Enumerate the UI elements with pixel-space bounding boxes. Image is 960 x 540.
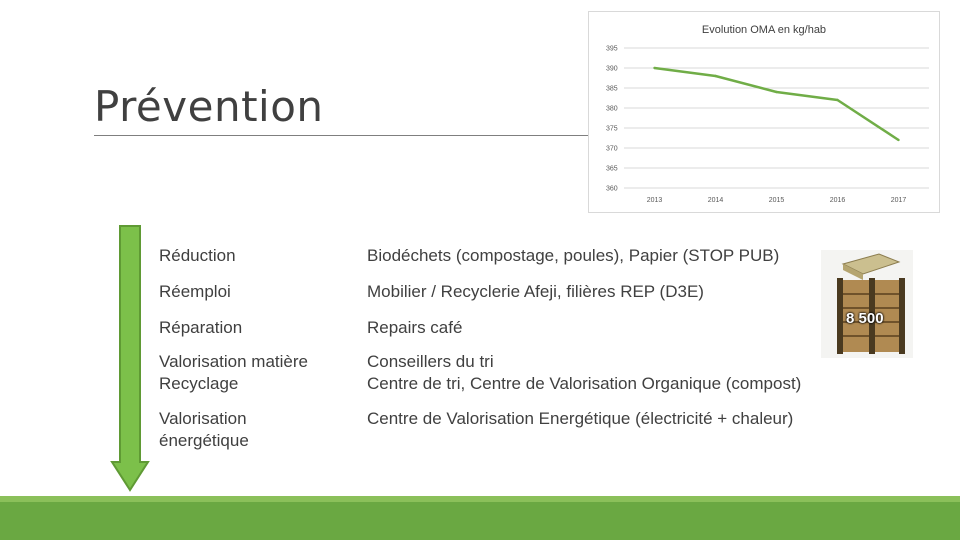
series-line: [655, 68, 899, 140]
x-tick-label: 2015: [768, 197, 785, 204]
row-category-reduction: Réduction: [159, 246, 236, 265]
x-tick-label: 2014: [707, 197, 724, 204]
data-point: [836, 99, 838, 101]
description-line: Conseillers du tri: [367, 352, 494, 371]
footer-band-highlight: [0, 496, 960, 502]
category-line: Recyclage: [159, 374, 239, 393]
y-tick-label: 360: [606, 185, 618, 193]
y-tick-label: 395: [606, 45, 618, 53]
photo-count-label: 8 500: [846, 310, 884, 327]
chart-canvas: [589, 12, 939, 212]
oma-line-chart: [588, 11, 940, 213]
slide-title: Prévention: [94, 82, 324, 131]
data-point: [775, 91, 777, 93]
category-line: Valorisation matière: [159, 352, 308, 371]
chart-title: Evolution OMA en kg/hab: [701, 24, 827, 36]
downward-arrow-icon: [110, 224, 150, 492]
row-description-reduction: Biodéchets (compostage, poules), Papier (STOP PUB): [367, 246, 780, 265]
data-point: [897, 139, 899, 141]
y-tick-label: 370: [606, 145, 618, 153]
y-tick-label: 390: [606, 65, 618, 73]
footer-band: [0, 496, 960, 540]
x-tick-label: 2016: [829, 197, 846, 204]
category-line: Valorisation: [159, 409, 247, 428]
y-tick-label: 365: [606, 165, 618, 173]
row-category-reparation: Réparation: [159, 318, 243, 337]
title-divider: [94, 135, 594, 136]
x-tick-label: 2013: [646, 197, 663, 204]
data-point: [653, 67, 655, 69]
row-description-reparation: Repairs café: [367, 318, 463, 337]
row-description-reemploi: Mobilier / Recyclerie Afeji, filières REP (D3E): [367, 282, 704, 301]
y-tick-label: 385: [606, 85, 618, 93]
description-line: Centre de tri, Centre de Valorisation Organique (compost): [367, 374, 802, 393]
composter-photo: [821, 250, 913, 358]
y-tick-label: 380: [606, 105, 618, 113]
y-tick-label: 375: [606, 125, 618, 133]
x-tick-label: 2017: [890, 197, 907, 204]
row-description-valorisation-energetique: Centre de Valorisation Energétique (électricité + chaleur): [367, 409, 794, 428]
category-line: énergétique: [159, 431, 249, 450]
row-description-valorisation-matiere: [367, 351, 801, 395]
row-category-valorisation-matiere: [159, 351, 308, 395]
row-category-valorisation-energetique: [159, 408, 249, 452]
data-point: [714, 75, 716, 77]
row-category-reemploi: Réemploi: [159, 282, 231, 301]
